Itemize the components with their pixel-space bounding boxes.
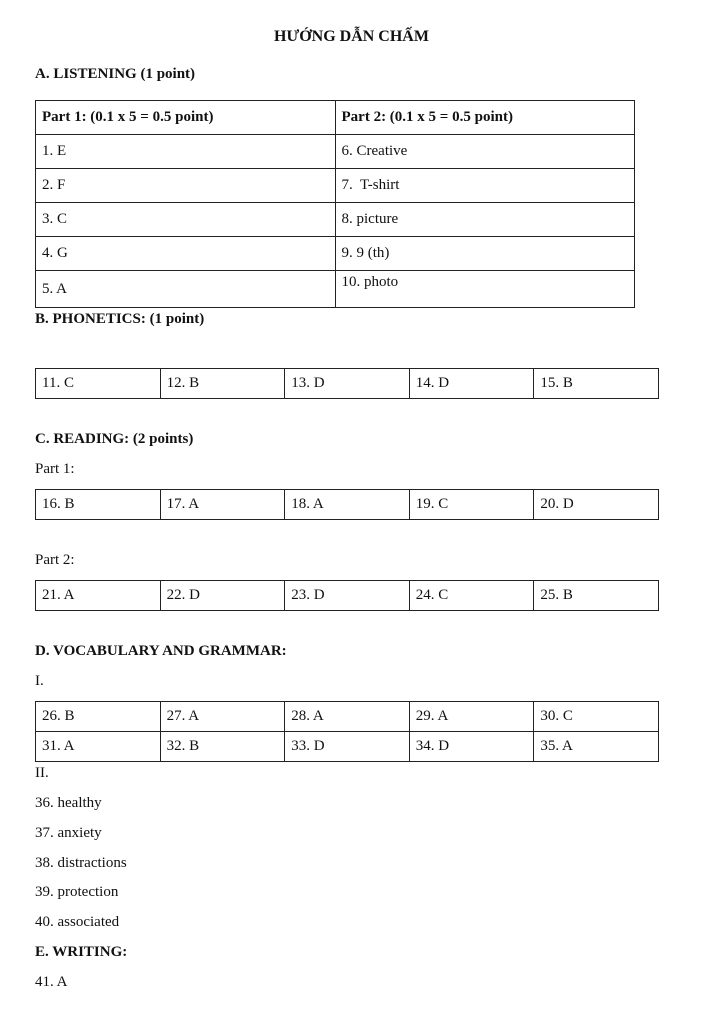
table-row xyxy=(36,702,659,732)
table-row xyxy=(36,369,659,399)
answer-cell: 10. photo xyxy=(335,271,635,308)
answer-cell: 19. C xyxy=(409,490,534,520)
reading-part1-table xyxy=(35,489,659,520)
answer-cell: 32. B xyxy=(160,732,285,762)
phonetics-heading: B. PHONETICS: (1 point) xyxy=(35,311,205,327)
part2-header: Part 2: (0.1 x 5 = 0.5 point) xyxy=(335,101,635,135)
table-row xyxy=(36,237,635,271)
listening-heading: A. LISTENING (1 point) xyxy=(35,66,196,82)
reading-part2-table xyxy=(35,580,659,611)
answer-cell: 25. B xyxy=(534,581,659,611)
vocabulary-section2-label: II. xyxy=(35,765,49,781)
list-item: 40. associated xyxy=(35,914,120,930)
list-item: 38. distractions xyxy=(35,855,127,871)
answer-cell: 35. A xyxy=(534,732,659,762)
answer-cell: 18. A xyxy=(285,490,410,520)
table-row xyxy=(36,169,635,203)
reading-part2-label: Part 2: xyxy=(35,552,75,568)
list-item: 36. healthy xyxy=(35,795,102,811)
answer-cell: 21. A xyxy=(36,581,161,611)
answer-cell: 12. B xyxy=(160,369,285,399)
answer-cell: 28. A xyxy=(285,702,410,732)
answer-cell: 7. T-shirt xyxy=(335,169,635,203)
table-row xyxy=(36,732,659,762)
list-item: 39. protection xyxy=(35,884,119,900)
answer-cell: 13. D xyxy=(285,369,410,399)
answer-cell: 9. 9 (th) xyxy=(335,237,635,271)
phonetics-answer-table xyxy=(35,368,659,399)
answer-cell: 14. D xyxy=(409,369,534,399)
answer-cell: 29. A xyxy=(409,702,534,732)
writing-heading: E. WRITING: xyxy=(35,944,128,960)
reading-heading: C. READING: (2 points) xyxy=(35,431,194,447)
table-row xyxy=(36,490,659,520)
list-item: 41. A xyxy=(35,974,68,990)
table-header-row xyxy=(36,101,635,135)
answer-cell: 27. A xyxy=(160,702,285,732)
answer-cell: 16. B xyxy=(36,490,161,520)
reading-part1-label: Part 1: xyxy=(35,461,75,477)
table-row xyxy=(36,271,635,308)
vocabulary-section1-label: I. xyxy=(35,673,44,689)
table-row xyxy=(36,581,659,611)
answer-cell: 20. D xyxy=(534,490,659,520)
vocabulary-answer-table xyxy=(35,701,659,762)
answer-cell: 11. C xyxy=(36,369,161,399)
answer-cell: 5. A xyxy=(36,271,336,308)
list-item: 37. anxiety xyxy=(35,825,102,841)
vocabulary-heading: D. VOCABULARY AND GRAMMAR: xyxy=(35,643,287,659)
answer-cell: 31. A xyxy=(36,732,161,762)
answer-cell: 15. B xyxy=(534,369,659,399)
answer-cell: 6. Creative xyxy=(335,135,635,169)
answer-cell: 2. F xyxy=(36,169,336,203)
answer-cell: 30. C xyxy=(534,702,659,732)
answer-cell: 17. A xyxy=(160,490,285,520)
table-row xyxy=(36,135,635,169)
answer-cell: 22. D xyxy=(160,581,285,611)
answer-cell: 34. D xyxy=(409,732,534,762)
page-title: HƯỚNG DẪN CHẤM xyxy=(274,28,429,45)
answer-cell: 33. D xyxy=(285,732,410,762)
answer-cell: 1. E xyxy=(36,135,336,169)
answer-cell: 23. D xyxy=(285,581,410,611)
answer-cell: 3. C xyxy=(36,203,336,237)
answer-cell: 26. B xyxy=(36,702,161,732)
listening-answer-table xyxy=(35,100,635,308)
answer-cell: 8. picture xyxy=(335,203,635,237)
answer-cell: 4. G xyxy=(36,237,336,271)
part1-header: Part 1: (0.1 x 5 = 0.5 point) xyxy=(36,101,336,135)
answer-cell: 24. C xyxy=(409,581,534,611)
table-row xyxy=(36,203,635,237)
